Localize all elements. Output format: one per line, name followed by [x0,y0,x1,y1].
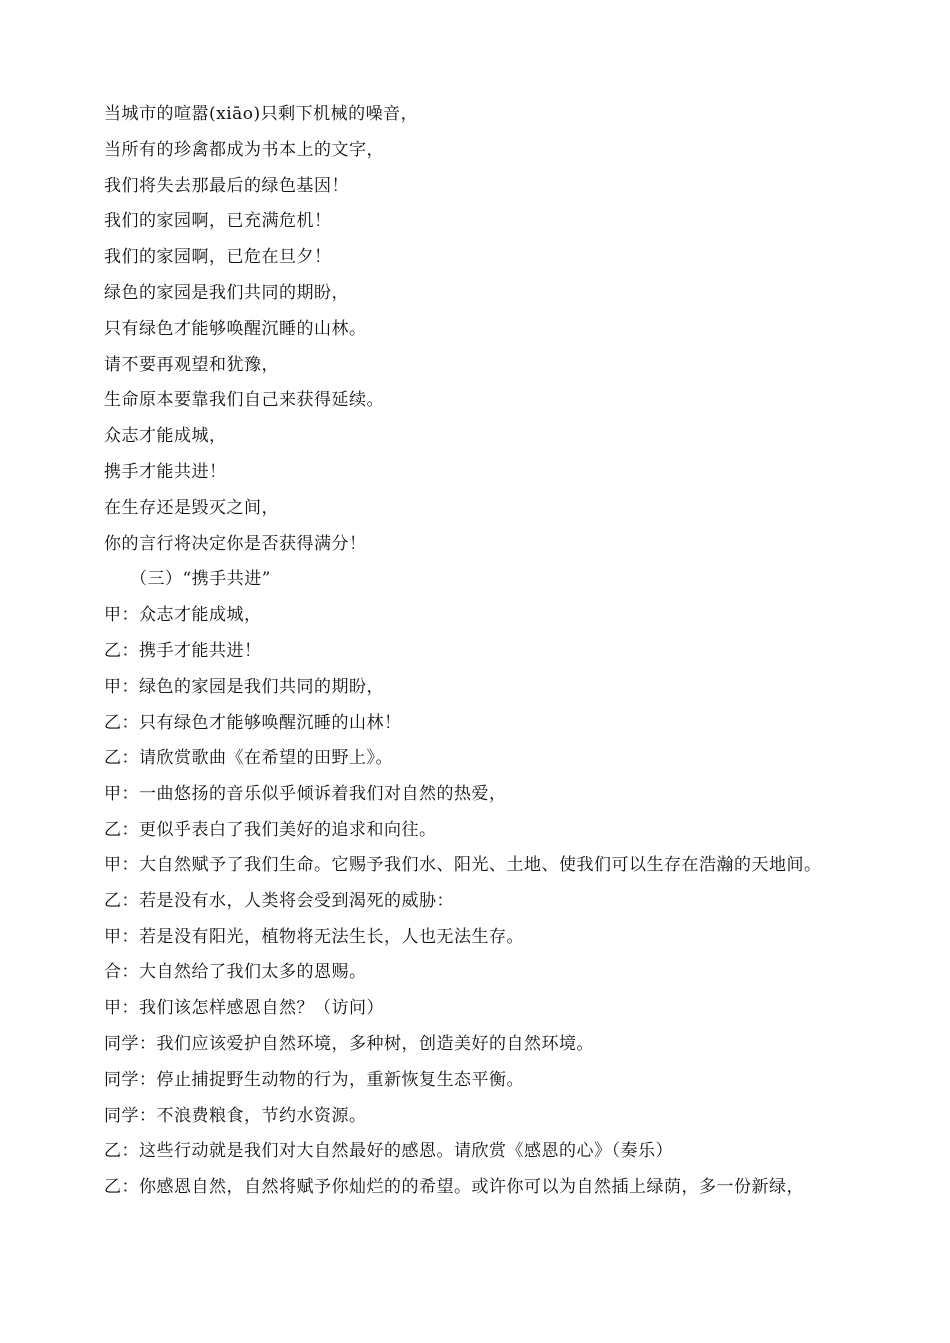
dialogue-line: 乙：请欣赏歌曲《在希望的田野上》。 [104,748,393,769]
poem-line: 携手才能共进！ [104,461,227,482]
dialogue-line: 同学：我们应该爱护自然环境，多种树，创造美好的自然环境。 [104,1033,594,1054]
poem-line: 绿色的家园是我们共同的期盼， [104,282,349,303]
dialogue-line: 同学：不浪费粮食，节约水资源。 [104,1105,367,1126]
dialogue-line: 甲：众志才能成城， [104,605,262,626]
dialogue-line: 乙：这些行动就是我们对大自然最好的感恩。请欣赏《感恩的心》（奏乐） [104,1141,673,1162]
dialogue-line: 乙：只有绿色才能够唤醒沉睡的山林！ [104,712,402,733]
poem-line: 我们的家园啊，已充满危机！ [104,211,332,232]
dialogue-line: 乙：携手才能共进！ [104,640,262,661]
dialogue-line: 甲：绿色的家园是我们共同的期盼， [104,676,384,697]
poem-line: 你的言行将决定你是否获得满分！ [104,533,367,554]
poem-line: 只有绿色才能够唤醒沉睡的山林。 [104,318,367,339]
document-body [104,104,854,1213]
poem-line: 我们的家园啊，已危在旦夕！ [104,247,332,268]
dialogue-line: 甲：我们该怎样感恩自然？（访问） [104,998,384,1019]
poem-line: 我们将失去那最后的绿色基因！ [104,175,349,196]
poem-line: 当城市的喧嚣(xiāo)只剩下机械的噪音， [104,104,419,124]
dialogue-line: 乙：若是没有水，人类将会受到渴死的威胁： [104,890,454,911]
section-heading: （三）“携手共进” [130,569,271,590]
dialogue-line: 合：大自然给了我们太多的恩赐。 [104,962,367,983]
poem-line: 请不要再观望和犹豫， [104,354,279,375]
poem-line: 当所有的珍禽都成为书本上的文字， [104,139,384,160]
dialogue-line: 乙：更似乎表白了我们美好的追求和向往。 [104,819,437,840]
dialogue-line: 甲：大自然赋予了我们生命。它赐予我们水、阳光、土地、使我们可以生存在浩瀚的天地间。 [104,854,822,875]
dialogue-line: 甲：若是没有阳光，植物将无法生长，人也无法生存。 [104,926,524,947]
poem-line: 在生存还是毁灭之间， [104,497,279,518]
dialogue-line: 乙：你感恩自然，自然将赋予你灿烂的的希望。或许你可以为自然插上绿荫，多一份新绿， [104,1177,804,1198]
dialogue-line: 同学：停止捕捉野生动物的行为，重新恢复生态平衡。 [104,1069,524,1090]
dialogue-line: 甲：一曲悠扬的音乐似乎倾诉着我们对自然的热爱， [104,784,507,805]
poem-line: 众志才能成城， [104,426,227,447]
poem-line: 生命原本要靠我们自己来获得延续。 [104,390,384,411]
